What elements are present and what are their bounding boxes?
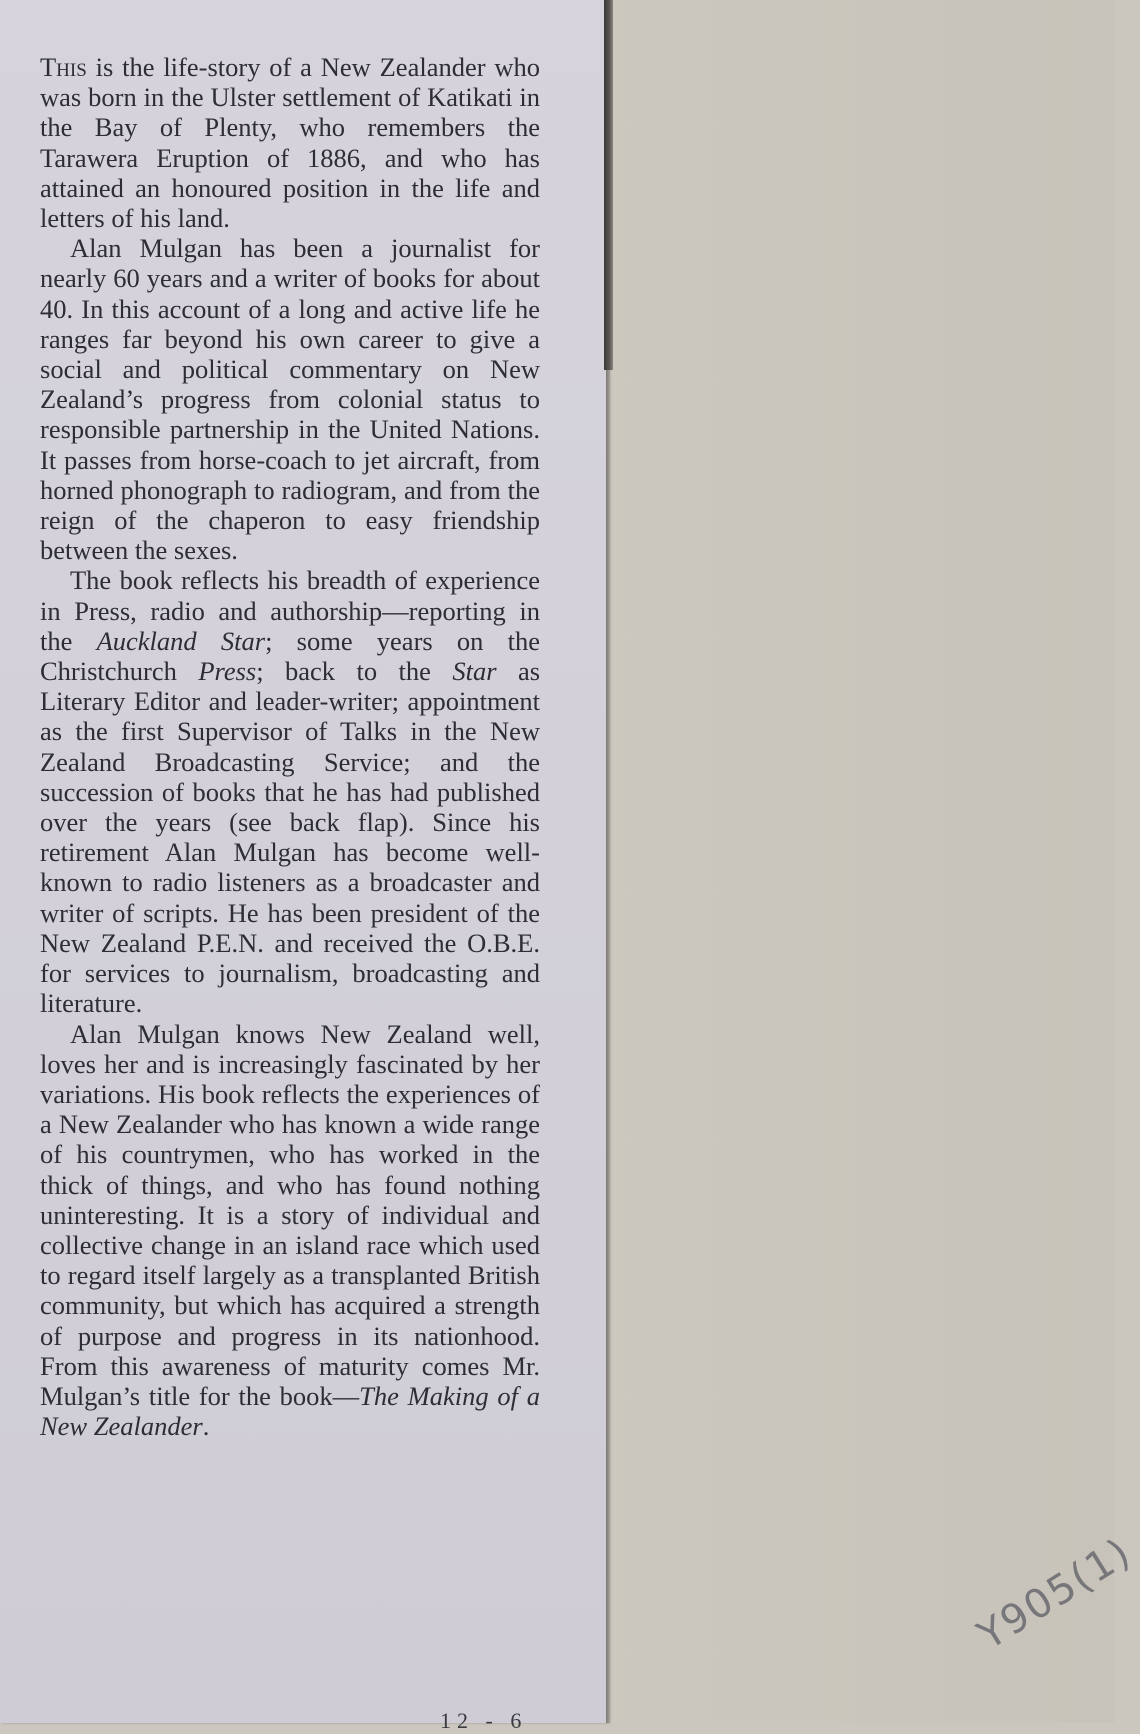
flap-edge-line — [606, 370, 610, 1723]
blurb-lead-word: This — [40, 52, 87, 82]
p4-italic-title: The Making of a New Zealander — [40, 1380, 541, 1442]
p3-text-2: ; some years on the Christchurch — [40, 625, 541, 687]
p3-italic-auckland-star: Auckland Star — [96, 625, 266, 656]
p3-italic-star: Star — [452, 656, 497, 687]
p3-text-4: as Literary Editor and leader-writer; appointment as the first Supervisor of Talks in the New Zealand Broadcasting Service; and the succession of books that he has had published over the years (see back flap). Since his retirement Alan Mulgan has become well-known to radio listeners as a broadcaster and writer of scripts. He has been president of the New Zealand P.E.N. and received the O.B.E. for services to journalism, broadcasting and literature. — [40, 656, 541, 1019]
blurb-paragraph-1-text: is the life-story of a New Zealander who was born in the Ulster settlement of Katikati in the Bay of Plenty, who remembers the Tarawera Eruption of 1886, and who has attained an honoured position in the life and letters of his land. — [40, 52, 540, 234]
price-clipped: 12 - 6 — [440, 1708, 528, 1733]
blurb-paragraph-4 — [40, 1019, 540, 1442]
p3-text-3: ; back to the — [256, 656, 453, 687]
blurb-paragraph-2: Alan Mulgan has been a journalist for nearly 60 years and a writer of books for about 40. In this account of a long and active life he ranges far beyond his own career to give a social and political commentary on New Zealand’s progress from colonial status to responsible partnership in the United Nations. It passes from horse-coach to jet aircraft, from horned phonograph to radiogram, and from the reign of the chaperon to easy friendship between the sexes. — [40, 233, 540, 566]
pencil-annotation: Y905(1) — [970, 1529, 1140, 1660]
p4-text-1: Alan Mulgan knows New Zealand well, loves her and is increasingly fascinated by her variations. His book reflects the experiences of a New Zealander who has known a wide range of his countrymen, who has worked in the thick of things, and who has found nothing uninteresting. It is a story of individual and collective change in an island race which used to regard itself largely as a transplanted British community, but which has acquired a strength of purpose and progress in its nationhood. From this awareness of maturity comes Mr. Mulgan’s title for the book— — [40, 1018, 540, 1411]
p3-text-1: The book reflects his breadth of experience in Press, radio and authorship—reporting in the — [40, 565, 540, 656]
p3-italic-press: Press — [198, 656, 257, 687]
blurb-paragraph-3 — [40, 565, 540, 1018]
blurb-paragraph-1 — [40, 52, 540, 233]
flap-blurb — [40, 52, 540, 1441]
p4-text-2: . — [202, 1411, 210, 1442]
flap-edge-shadow — [604, 0, 613, 370]
